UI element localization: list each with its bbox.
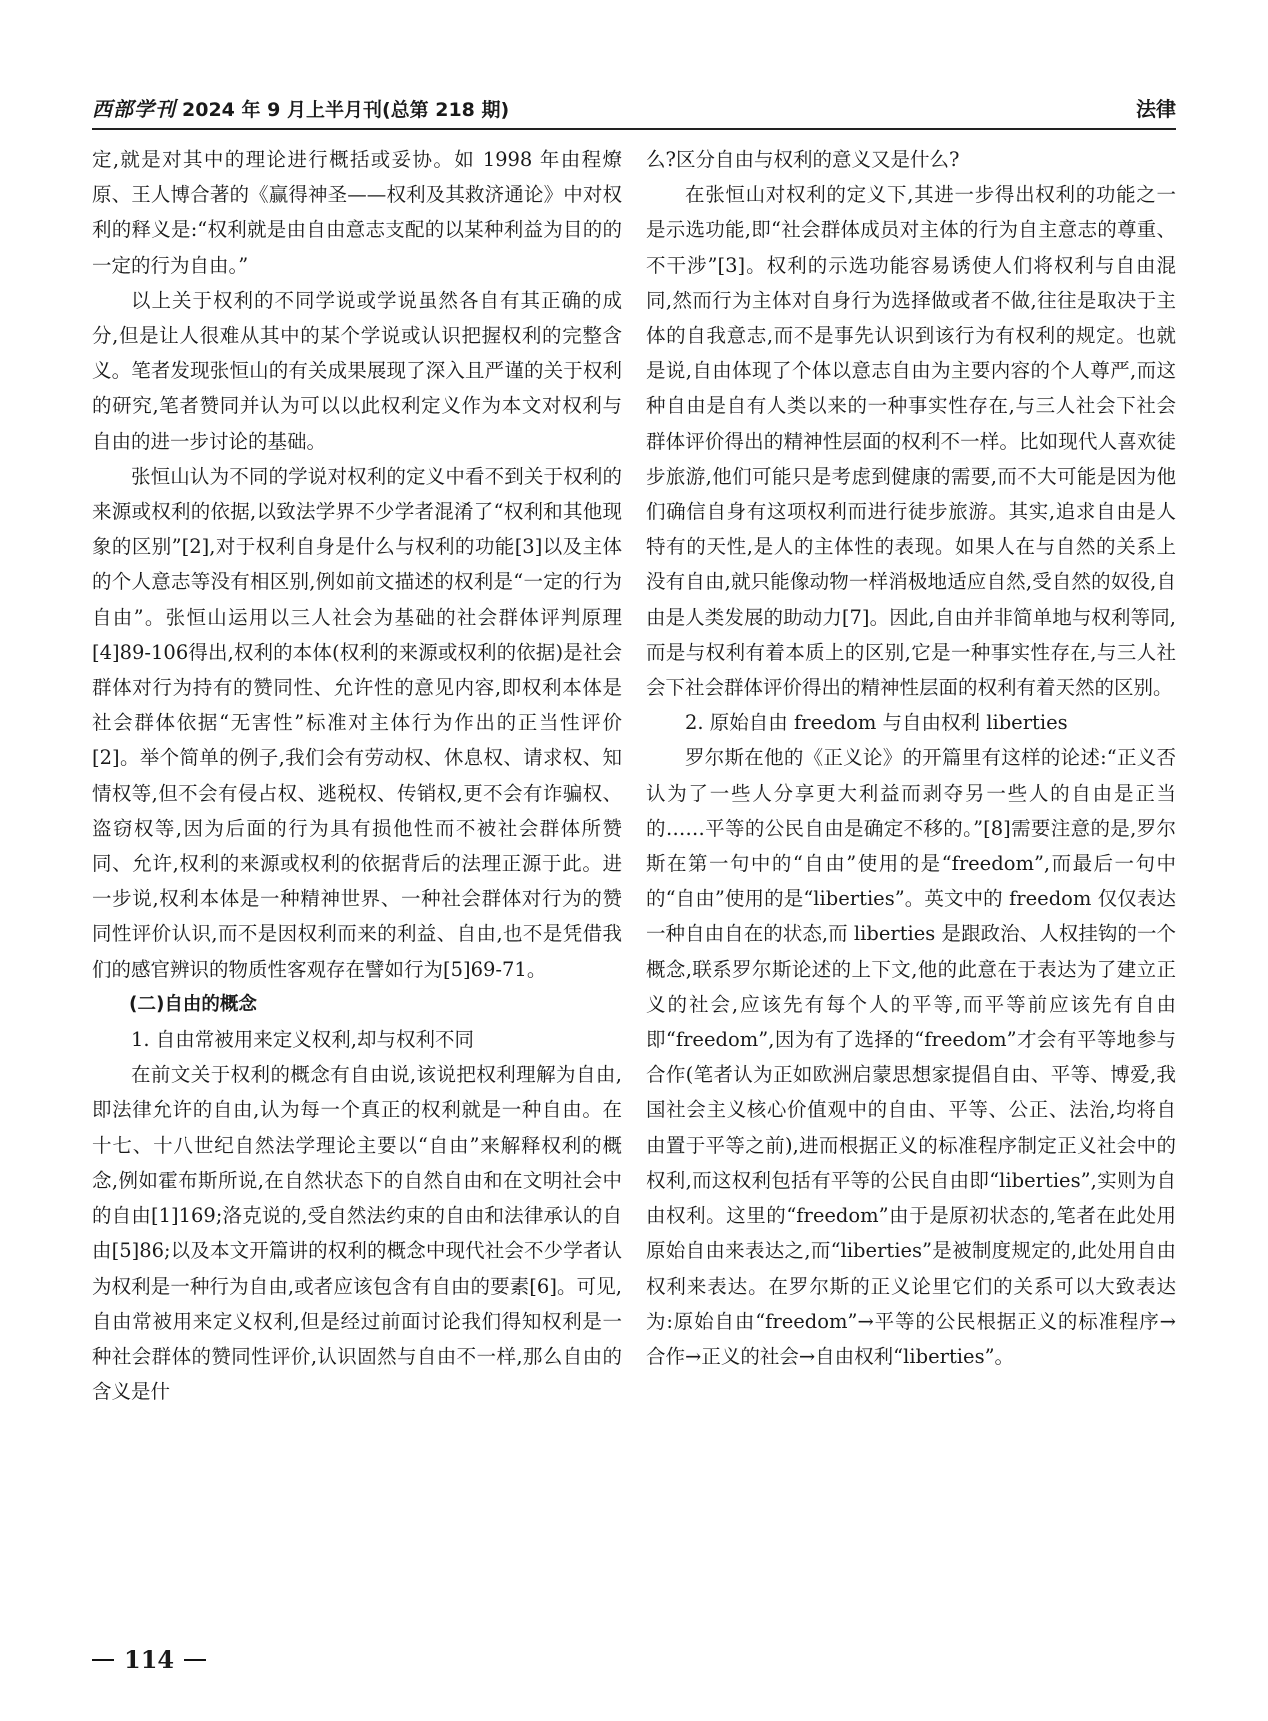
issue-label: 2024 年 9 月上半月刊(总第 218 期): [182, 99, 510, 121]
paragraph: 在张恒山对权利的定义下,其进一步得出权利的功能之一是示选功能,即“社会群体成员对主体的行为自主意志的尊重、不干涉”[3]。权利的示选功能容易诱使人们将权利与自由混同,然而行为主体对自身行为选择做或者不做,往往是取决于主体的自我意志,而不是事先认识到该行为有权利的规定。也就是说,自由体现了个体以意志自由为主要内容的个人尊严,而这种自由是自有人类以来的一种事实性存在,与三人社会下社会群体评价得出的精神性层面的权利不一样。比如现代人喜欢徒步旅游,他们可能只是考虑到健康的需要,而不大可能是因为他们确信自身有这项权利而进行徒步旅游。其实,追求自由是人特有的天性,是人的主体性的表现。如果人在与自然的关系上没有自由,就只能像动物一样消极地适应自然,受自然的奴役,自由是人类发展的助动力[7]。因此,自由并非简单地与权利等同,而是与权利有着本质上的区别,它是一种事实性存在,与三人社会下社会群体评价得出的精神性层面的权利有着天然的区别。: [646, 183, 1176, 700]
running-header: [92, 86, 1176, 130]
paragraph: 定,就是对其中的理论进行概括或妥协。如 1998 年由程燎原、王人博合著的《赢得神圣——权利及其救济通论》中对权利的释义是:“权利就是由自由意志支配的以某种利益为目的的一定的行为自由。”: [92, 148, 622, 277]
subsection-heading: 2. 原始自由 freedom 与自由权利 liberties: [685, 711, 1068, 735]
dash-right: [184, 1659, 206, 1661]
paragraph: 以上关于权利的不同学说或学说虽然各自有其正确的成分,但是让人很难从其中的某个学说或认识把握权利的完整含义。笔者发现张恒山的有关成果展现了深入且严谨的关于权利的研究,笔者赞同并认为可以以此权利定义作为本文对权利与自由的进一步讨论的基础。: [92, 288, 622, 453]
journal-logo: 西部学刊: [92, 97, 176, 121]
section-heading: (二)自由的概念: [129, 993, 257, 1015]
dash-left: [92, 1659, 114, 1661]
right-column: [646, 142, 1176, 1374]
subsection-heading: 1. 自由常被用来定义权利,却与权利不同: [131, 1028, 475, 1052]
journal-info: [92, 93, 509, 122]
paragraph: 在前文关于权利的概念有自由说,该说把权利理解为自由,即法律允许的自由,认为每一个真正的权利就是一种自由。在十七、十八世纪自然法学理论主要以“自由”来解释权利的概念,例如霍布斯所说,在自然状态下的自然自由和在文明社会中的自由[1]169;洛克说的,受自然法约束的自由和法律承认的自由[5]86;以及本文开篇讲的权利的概念中现代社会不少学者认为权利是一种行为自由,或者应该包含有自由的要素[6]。可见,自由常被用来定义权利,但是经过前面讨论我们得知权利是一种社会群体的赞同性评价,认识固然与自由不一样,那么自由的含义是什: [92, 1063, 622, 1404]
paragraph: 么?区分自由与权利的意义又是什么?: [646, 148, 960, 171]
section-label: 法律: [1136, 97, 1176, 121]
paragraph: 张恒山认为不同的学说对权利的定义中看不到关于权利的来源或权利的依据,以致法学界不少学者混淆了“权利和其他现象的区别”[2],对于权利自身是什么与权利的功能[3]以及主体的个人意志等没有相区别,例如前文描述的权利是“一定的行为自由”。张恒山运用以三人社会为基础的社会群体评判原理[4]89-106得出,权利的本体(权利的来源或权利的依据)是社会群体对行为持有的赞同性、允许性的意见内容,即权利本体是社会群体依据“无害性”标准对主体行为作出的正当性评价[2]。举个简单的例子,我们会有劳动权、休息权、请求权、知情权等,但不会有侵占权、逃税权、传销权,更不会有诈骗权、盗窃权等,因为后面的行为具有损他性而不被社会群体所赞同、允许,权利的来源或权利的依据背后的法理正源于此。进一步说,权利本体是一种精神世界、一种社会群体对行为的赞同性评价认识,而不是因权利而来的利益、自由,也不是凭借我们的感官辨识的物质性客观存在譬如行为[5]69-71。: [92, 464, 622, 981]
page-number: 114: [124, 1645, 175, 1674]
left-column: [92, 142, 622, 1409]
page-folio: [92, 1645, 206, 1674]
paragraph: 罗尔斯在他的《正义论》的开篇里有这样的论述:“正义否认为了一些人分享更大利益而剥夺另一些人的自由是正当的……平等的公民自由是确定不移的。”[8]需要注意的是,罗尔斯在第一句中的“自由”使用的是“freedom”,而最后一句中的“自由”使用的是“liberties”。英文中的 freedom 仅仅表达一种自由自在的状态,而 liberties 是跟政治、人权挂钩的一个概念,联系罗尔斯论述的上下文,他的此意在于表达为了建立正义的社会,应该先有每个人的平等,而平等前应该先有自由即“freedom”,因为有了选择的“freedom”才会有平等地参与合作(笔者认为正如欧洲启蒙思想家提倡自由、平等、博爱,我国社会主义核心价值观中的自由、平等、公正、法治,均将自由置于平等之前),进而根据正义的标准程序制定正义社会中的权利,而这权利包括有平等的公民自由即“liberties”,实则为自由权利。这里的“freedom”由于是原初状态的,笔者在此处用原始自由来表达之,而“liberties”是被制度规定的,此处用自由权利来表达。在罗尔斯的正义论里它们的关系可以大致表达为:原始自由“freedom”→平等的公民根据正义的标准程序→合作→正义的社会→自由权利“liberties”。: [646, 746, 1176, 1368]
